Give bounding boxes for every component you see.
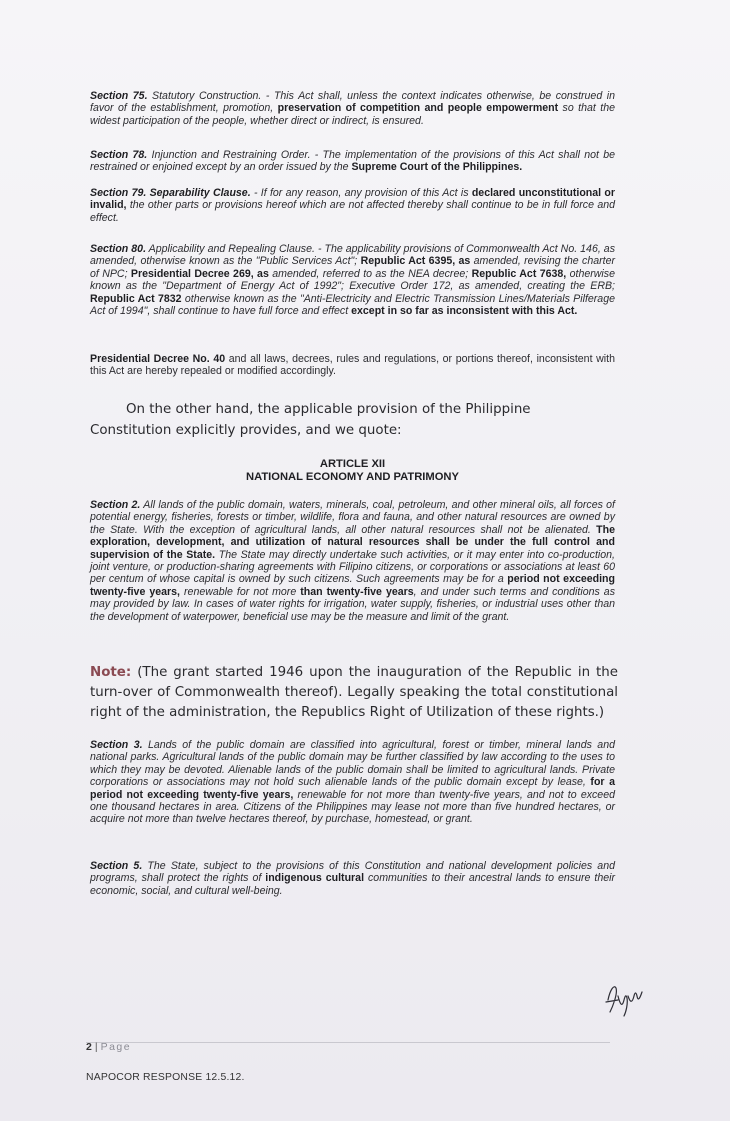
section-heading: Section 80.	[90, 243, 147, 255]
section-text: , and under such terms and conditions as may provided by law. In cases of water rights for irrigation, water supply, fisheries, or industrial uses other than the development of waterpower, beneficial use may be the measure and limit of the grant.	[90, 585, 615, 623]
emphasized-text: Supreme Court of the Philippines.	[351, 161, 523, 174]
section-text: amended, revising the charter of NPC;	[90, 255, 615, 280]
page-separator: |	[94, 1041, 98, 1053]
section-text: renewable for not more	[180, 585, 301, 598]
section-heading: Presidential Decree No. 40	[90, 353, 226, 365]
section-text: Injunction and Restraining Order. - The implementation of the provisions of this Act shall not be restrained or enjoined except by an order issued by the	[90, 149, 615, 174]
emphasized-text: The exploration, development, and utilization of natural resources shall be under the full control and supervision of the State.	[90, 523, 615, 561]
section-80	[90, 243, 615, 317]
emphasized-text: Republic Act 6395, as	[360, 255, 471, 268]
section-78	[90, 149, 615, 174]
article-section-3	[90, 739, 615, 826]
note-label: Note:	[90, 665, 132, 680]
document-reference: NAPOCOR RESPONSE 12.5.12.	[86, 1072, 245, 1083]
emphasized-text: period not exceeding twenty-five years,	[90, 573, 615, 598]
article-section-5	[90, 860, 615, 897]
page-number: 2	[86, 1041, 92, 1053]
section-text: the other parts or provisions hereof which are not affected thereby shall continue to be in full force and effect.	[90, 199, 615, 224]
section-text: amended, referred to as the NEA decree;	[268, 267, 472, 280]
section-text: and all laws, decrees, rules and regulations, or portions thereof, inconsistent with this Act are hereby repealed or modified accordingly.	[90, 353, 615, 378]
emphasized-text: Republic Act 7832	[90, 292, 182, 305]
emphasized-text: Republic Act 7638,	[471, 267, 567, 280]
article-title: NATIONAL ECONOMY AND PATRIMONY	[246, 471, 459, 483]
emphasized-text: indigenous cultural	[265, 872, 365, 885]
handwritten-initials-signature-icon	[602, 978, 646, 1018]
section-text: otherwise known as the "Department of Energy Act of 1992"; Executive Order 172, as amended, creating the ERB;	[90, 267, 615, 293]
page-number-footer	[86, 1041, 131, 1053]
section-heading: Section 75.	[90, 90, 148, 102]
section-text: otherwise known as the "Anti-Electricity and Electric Transmission Lines/Materials Pilferage Act of 1994", shall continue to have full force and effect	[90, 292, 615, 318]
section-text: Statutory Construction. - This Act shall, unless the context indicates otherwise, be construed in favor of the establishment, promotion,	[90, 90, 615, 115]
emphasized-text: for a period not exceeding twenty-five years,	[90, 776, 615, 801]
section-heading: Section 5.	[90, 860, 143, 872]
note-paragraph	[90, 663, 618, 723]
section-text: communities to their ancestral lands to ensure their economic, social, and cultural well-being.	[90, 872, 615, 897]
emphasized-text: preservation of competition and people empowerment	[277, 102, 559, 115]
emphasized-text: declared unconstitutional or invalid,	[90, 187, 615, 212]
section-text: - If for any reason, any provision of this Act is	[250, 187, 472, 199]
article-section-2	[90, 499, 615, 623]
note-text: (The grant started 1946 upon the inauguration of the Republic in the turn-over of Commonwealth thereof). Legally speaking the total constitutional right of the administration, the Republics Right of Utilization of these rights.)	[90, 665, 618, 720]
section-text: so that the widest participation of the people, whether direct or indirect, is ensured.	[90, 102, 615, 127]
emphasized-text: except in so far as inconsistent with this Act.	[351, 305, 578, 318]
article-number: ARTICLE XII	[319, 458, 386, 470]
footer-rule	[86, 1042, 610, 1043]
section-heading: Section 2.	[90, 499, 141, 511]
page-word: Page	[100, 1041, 132, 1053]
emphasized-text: Presidential Decree 269, as	[130, 267, 269, 280]
section-text: renewable for not more than twenty-five years, and not to exceed one thousand hectares in area. Citizens of the Philippines may lease not more than five hundred hectares, or acquire not more than twelve hectares thereof, by purchase, homestead, or grant.	[90, 788, 615, 826]
section-text: Lands of the public domain are classified into agricultural, forest or timber, mineral lands and national parks. Agricultural lands of the public domain may be further classified by law according to the uses to which they may be devoted. Alienable lands of the public domain shall be limited to agricultural lands. Private corporations or associations may not hold such alienable lands of the public domain except by lease,	[90, 739, 615, 789]
section-text: The State may directly undertake such activities, or it may enter into co-production, joint venture, or production-sharing agreements with Filipino citizens, or corporations or associations at least 60 per centum of whose capital is owned by such citizens. Such agreements may be for a	[90, 548, 615, 586]
section-heading: Section 3.	[90, 739, 143, 751]
section-79	[90, 187, 615, 224]
section-heading: Section 78.	[90, 149, 148, 161]
section-text: All lands of the public domain, waters, minerals, coal, petroleum, and other mineral oils, all forces of potential energy, fisheries, forests or timber, wildlife, flora and fauna, and other natural resources are owned by the State. With the exception of agricultural lands, all other natural resources shall not be alienated.	[90, 499, 615, 536]
section-text: Applicability and Repealing Clause. - The applicability provisions of Commonwealth Act No. 146, as amended, otherwise known as the "Public Services Act";	[90, 243, 615, 268]
intro-paragraph: On the other hand, the applicable provision of the Philippine Constitution explicitly provides, and we quote:	[90, 402, 531, 438]
article-heading	[90, 458, 615, 484]
section-heading: Section 79. Separability Clause.	[90, 187, 251, 199]
emphasized-text: than twenty-five years	[300, 585, 414, 598]
section-text: The State, subject to the provisions of this Constitution and national development policies and programs, shall protect the rights of	[90, 860, 615, 885]
presidential-decree-40	[90, 353, 615, 378]
section-75	[90, 90, 615, 127]
